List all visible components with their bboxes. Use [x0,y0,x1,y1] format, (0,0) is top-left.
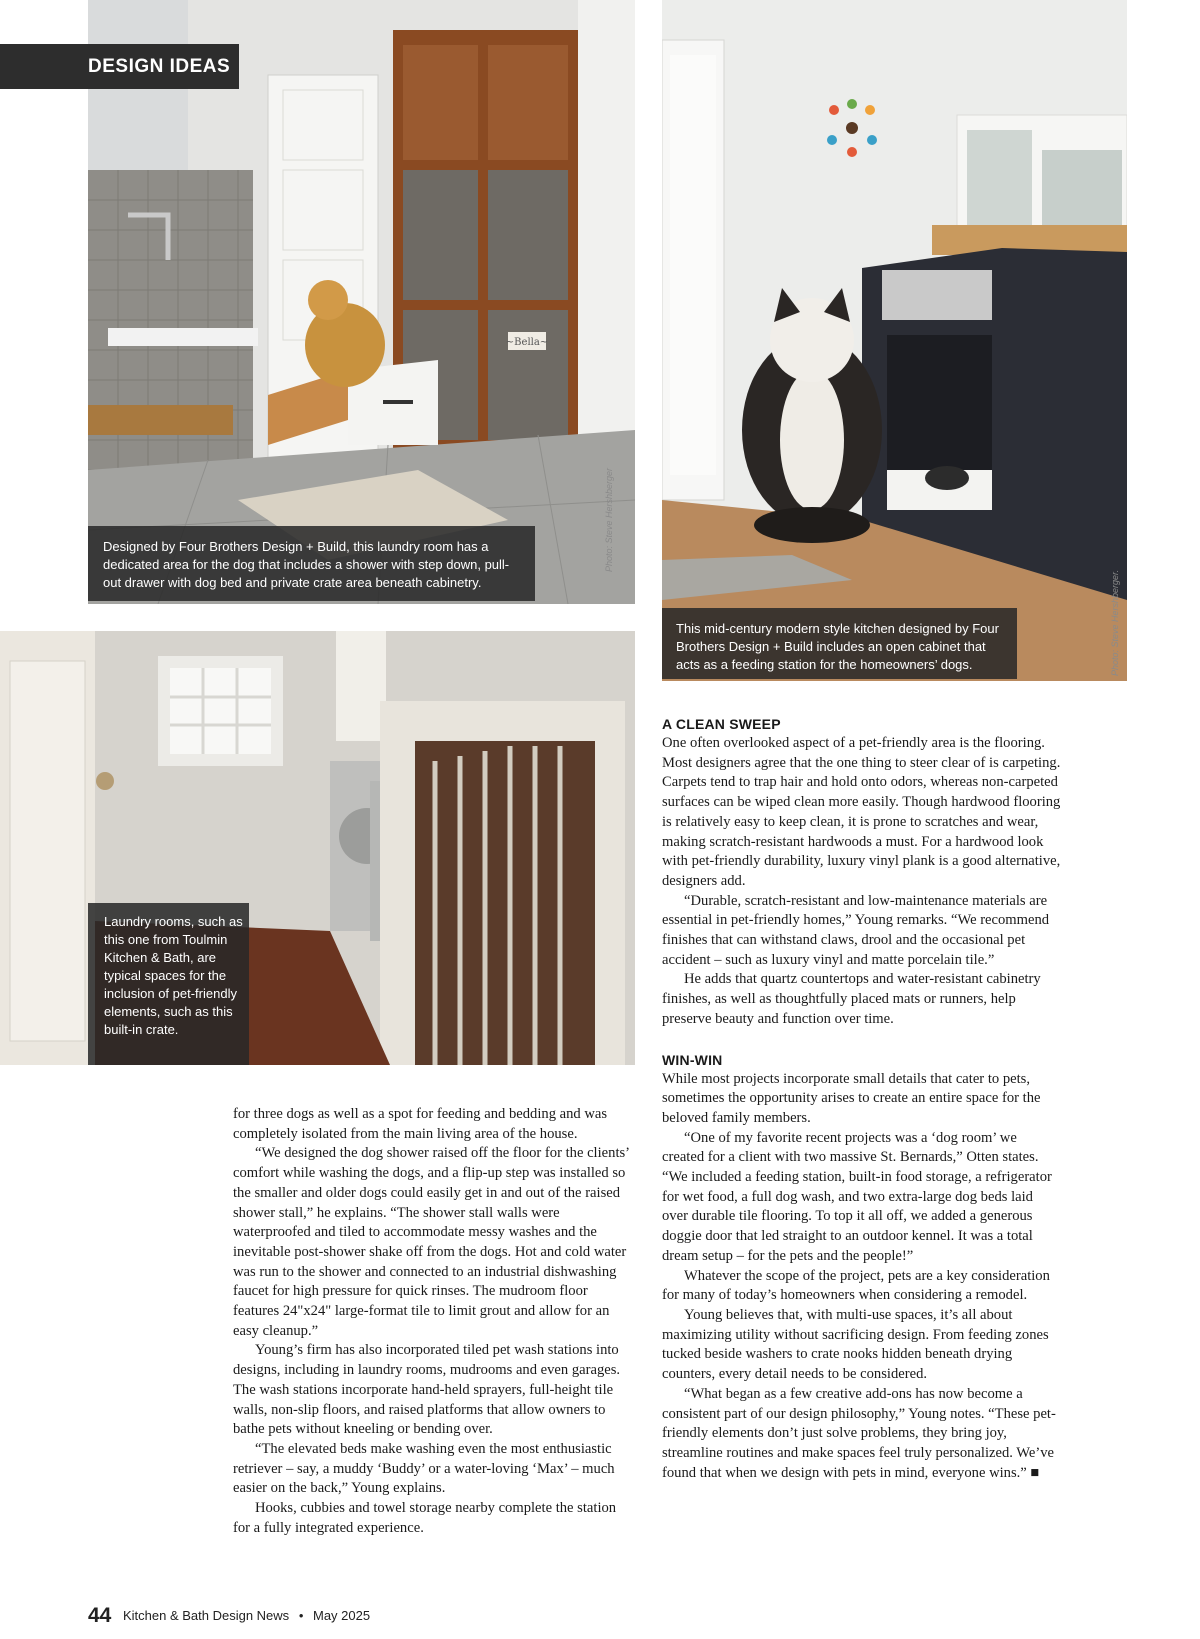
photo3-caption: Laundry rooms, such as this one from Toulmin Kitchen & Bath, are typical spaces for the inclusion of pet-friendly elements, such as this built-in crate. [88,903,249,1065]
right-article-column [662,715,1062,1483]
section-tag: DESIGN IDEAS [0,44,239,89]
left-paragraph: for three dogs as well as a spot for feeding and bedding and was completely isolated from the main living area of the house. [233,1106,608,1142]
left-paragraph: “We designed the dog shower raised off the floor for the clients’ comfort while washing the dogs, and a flip-up step was installed so the smaller and older dogs could easily get in and out of the raised shower stall,” he explains. “The shower stall walls were waterproofed and tiled to accommodate messy washes and the inevitable post-shower shake off from the dogs. Hot and cold water was run to the shower and connected to an industrial dishwashing faucet for high pressure for quick rinses. The mudroom floor features 24"x24" large-format tile to limit grout and allow for an easy cleanup.” [233,1145,629,1339]
right-paragraph: While most projects incorporate small details that cater to pets, sometimes the opportunity arises to create an entire space for the beloved family members. [662,1070,1041,1126]
right-paragraph: One often overlooked aspect of a pet-friendly area is the flooring. Most designers agree that the one thing to steer clear of is carpeting. Carpets tend to trap hair and hold onto odors, whereas non-carpeted surfaces can be wiped clean more easily. Though hardwood flooring is relatively easy to keep clean, it is prone to scratches and wear, making scratch-resistant hardwoods a must. For a hardwood look with pet-friendly durability, luxury vinyl plank is a good alternative, designers add. [662,735,1061,889]
publication-name: Kitchen & Bath Design News [122,1608,290,1623]
section-heading-clean-sweep: A CLEAN SWEEP [662,716,781,732]
photo-kitchen-husky [662,0,1127,681]
right-paragraph: “What began as a few creative add-ons has now become a consistent part of our design philosophy,” Young notes. “These pet-friendly elements don’t just solve problems, they bring joy, streamline routines and make spaces feel truly personalized. We’ve found that when we design with pets in mind, everyone wins.” ■ [662,1385,1056,1481]
right-paragraph: He adds that quartz countertops and water-resistant cabinetry finishes, as well as thoughtfully placed mats or runners, help preserve beauty and function over time. [662,971,1041,1027]
left-article-column [233,1105,635,1538]
photo2-caption: This mid-century modern style kitchen designed by Four Brothers Design + Build includes an open cabinet that acts as a feeding station for the homeowners’ dogs. [662,608,1017,679]
footer-separator: • [298,1608,304,1623]
section-heading-win-win: WIN-WIN [662,1051,723,1068]
bella-sign-text: ~Bella~ [505,337,549,348]
right-paragraph: “Durable, scratch-resistant and low-maintenance materials are essential in pet-friendly homes,” Young remarks. “We recommend finishes that can withstand claws, drool and the occasional pet accident – such as luxury vinyl and matte porcelain tile.” [662,892,1050,968]
issue-date: May 2025 [313,1608,371,1623]
page-footer [88,1604,370,1628]
photo1-caption: Designed by Four Brothers Design + Build, this laundry room has a dedicated area for the dog that includes a shower with step down, pull-out drawer with dog bed and private crate area beneath cabinetry. [88,526,535,601]
photo2-credit: Photo: Steve Hershberger. [1110,569,1120,676]
photo-laundry-dog-shower [88,0,635,604]
right-paragraph: “One of my favorite recent projects was a ‘dog room’ we created for a client with two massive St. Bernards,” Otten states. “We included a feeding station, built-in food storage, a refrigerator for wet food, a full dog wash, and two extra-large dog beds laid over durable tile flooring. To top it all off, we added a generous doggie door that led straight to an outdoor kennel. It was a total dream setup – for the pets and the people!” [662,1129,1052,1264]
right-paragraph: Young believes that, with multi-use spaces, it’s all about maximizing utility without sacrificing design. From feeding zones tucked beside washers to crate nooks hidden beneath drying counters, every detail needs to be considered. [662,1306,1049,1383]
left-paragraph: Hooks, cubbies and towel storage nearby complete the station for a fully integrated experience. [233,1500,617,1536]
page-number: 44 [88,1604,112,1627]
left-paragraph: “The elevated beds make washing even the most enthusiastic retriever – say, a muddy ‘Buddy’ or a water-loving ‘Max’ – much easier on the back,” Young explains. [233,1440,615,1497]
left-paragraph: Young’s firm has also incorporated tiled pet wash stations into designs, including in laundry rooms, mudrooms and even garages. The wash stations incorporate hand-held sprayers, full-height tile walls, non-slip floors, and raised platforms that allow owners to bathe pets without kneeling or bending over. [233,1342,621,1438]
right-paragraph: Whatever the scope of the project, pets are a key consideration for many of today’s homeowners when considering a remodel. [662,1267,1050,1304]
photo1-credit: Photo: Steve Hershberger [604,467,614,572]
